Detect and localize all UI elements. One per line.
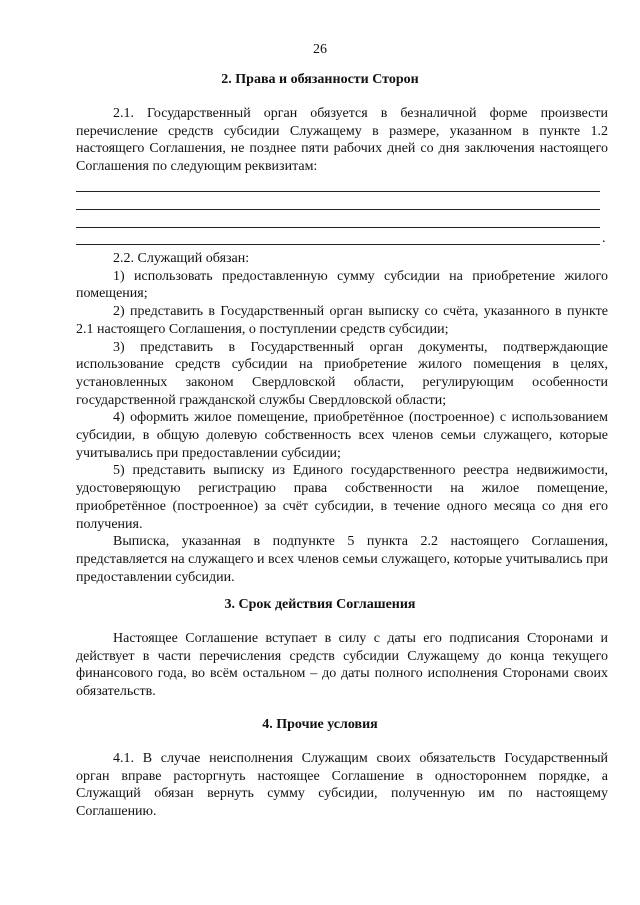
- obligation-item-4: 4) оформить жилое помещение, приобретённое (построенное) с использованием субсидии, в общую долевую собственность всех членов семьи служащего, которые учитывались при предоставлении субсидии;: [76, 410, 608, 461]
- obligation-item-1: 1) использовать предоставленную сумму субсидии на приобретение жилого помещения;: [76, 268, 608, 302]
- section-3-body: [76, 630, 608, 701]
- paragraph-2-1-text: 2.1. Государственный орган обязуется в безналичной форме произвести перечисление средств субсидии Служащему в размере, указанном в пункте 1.2 настоящего Соглашения, не позднее пяти рабочих дней со дня заключения настоящего Соглашения по следующим реквизитам:: [76, 106, 608, 175]
- section-3-title: 3. Срок действия Соглашения: [224, 597, 416, 612]
- obligation-item-2: 2) представить в Государственный орган выписку со счёта, указанного в пункте 2.1 настоящего Соглашения, о поступлении средств субсидии;: [76, 304, 608, 337]
- section-4-title: 4. Прочие условия: [262, 717, 378, 732]
- section-2-title: 2. Права и обязанности Сторон: [221, 72, 419, 87]
- paragraph-2-1: [76, 105, 608, 176]
- requisites-line-4: [76, 244, 600, 245]
- extract-paragraph: Выписка, указанная в подпункте 5 пункта 2.2 настоящего Соглашения, представляется на служащего и всех членов семьи служащего, которые учитывались при предоставлении субсидии.: [76, 534, 608, 585]
- paragraph-2-2: [76, 250, 608, 586]
- section-3-text: Настоящее Соглашение вступает в силу с даты его подписания Сторонами и действует в части перечисления средств субсидии Служащему до конца текущего финансового года, во всём остальном – до даты полного исполнения Сторонами своих обязательств.: [76, 631, 608, 700]
- requisites-line-2: [76, 209, 600, 210]
- obligation-item-5: 5) представить выписку из Единого государственного реестра недвижимости, удостоверяющую регистрацию права собственности на жилое помещение, приобретённое (построенное) за счёт субсидии, в течение одного месяца со дня его получения.: [76, 463, 608, 532]
- requisites-end-mark: .: [602, 231, 606, 246]
- requisites-line-3: [76, 227, 600, 228]
- page-number: 26: [313, 42, 327, 57]
- paragraph-4-1-text: 4.1. В случае неисполнения Служащим своих обязательств Государственный орган вправе расторгнуть настоящее Соглашение в одностороннем порядке, а Служащий обязан вернуть сумму субсидии, полученную им по настоящему Соглашению.: [76, 751, 608, 820]
- obligation-item-3: 3) представить в Государственный орган документы, подтверждающие использование средств субсидии на приобретение жилого помещения в целях, установленных законом Свердловской области, регулирующим особенности государственной гражданской службы Свердловской области;: [76, 339, 608, 408]
- requisites-line-1: [76, 191, 600, 192]
- section-4-body: [76, 750, 608, 821]
- paragraph-2-2-intro: 2.2. Служащий обязан:: [113, 251, 250, 266]
